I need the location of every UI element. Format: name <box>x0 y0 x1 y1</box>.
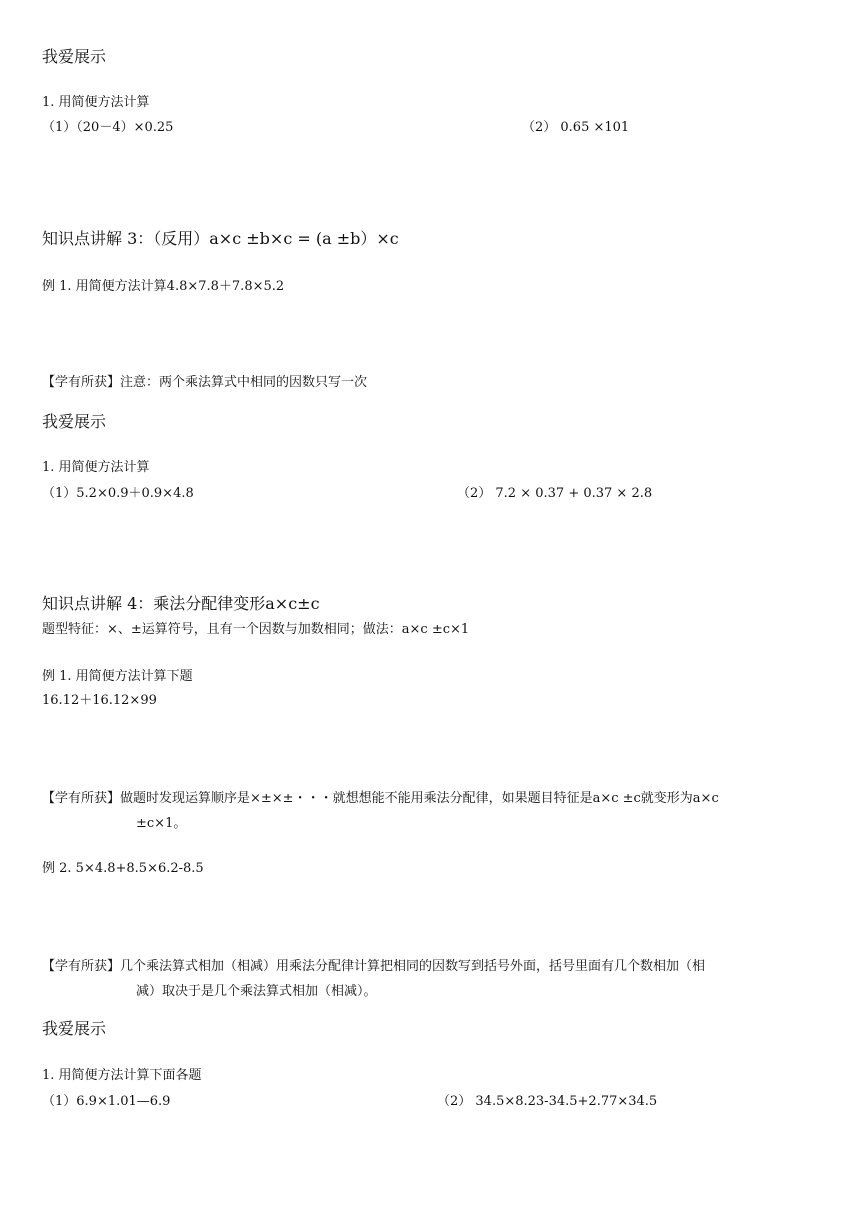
learning-note: 【学有所获】注意：两个乘法算式中相同的因数只写一次 <box>42 375 368 390</box>
section-heading: 我爱展示 <box>42 412 107 431</box>
learning-note: 【学有所获】做题时发现运算顺序是×±×±・・・就想想能不能用乘法分配律，如果题目特征是a×c ±c就变形为a×c <box>42 791 719 806</box>
section-heading: 我爱展示 <box>42 47 107 66</box>
task-title: 1. 用简便方法计算 <box>42 460 150 475</box>
question-1: （1）（20－4）×0.25 <box>42 120 174 135</box>
question-2: （2） 0.65 ×101 <box>522 120 630 135</box>
question-2: （2） 7.2 × 0.37 + 0.37 × 2.8 <box>457 486 653 501</box>
example-1-expression: 16.12＋16.12×99 <box>42 693 157 708</box>
learning-note: 【学有所获】几个乘法算式相加（相减）用乘法分配律计算把相同的因数写到括号外面，括号里面有几个数相加（相 <box>42 959 706 974</box>
question-type-feature: 题型特征：×、±运算符号，且有一个因数与加数相同；做法：a×c ±c×1 <box>42 622 470 637</box>
task-title: 1. 用简便方法计算下面各题 <box>42 1068 202 1083</box>
example-1: 例 1. 用简便方法计算4.8×7.8＋7.8×5.2 <box>42 279 285 294</box>
learning-note-continuation: 减）取决于是几个乘法算式相加（相减）。 <box>136 984 377 999</box>
example-1-title: 例 1. 用简便方法计算下题 <box>42 669 193 684</box>
question-1: （1）5.2×0.9＋0.9×4.8 <box>42 486 194 501</box>
question-1: （1）6.9×1.01—6.9 <box>42 1094 171 1109</box>
knowledge-heading: 知识点讲解 3：（反用）a×c ±b×c = (a ±b）×c <box>42 229 399 248</box>
example-2: 例 2. 5×4.8+8.5×6.2-8.5 <box>42 861 204 876</box>
question-2: （2） 34.5×8.23-34.5+2.77×34.5 <box>437 1094 658 1109</box>
section-heading: 我爱展示 <box>42 1019 107 1038</box>
task-title: 1. 用简便方法计算 <box>42 95 150 110</box>
knowledge-heading: 知识点讲解 4：乘法分配律变形a×c±c <box>42 594 320 613</box>
learning-note-continuation: ±c×1。 <box>136 816 187 831</box>
